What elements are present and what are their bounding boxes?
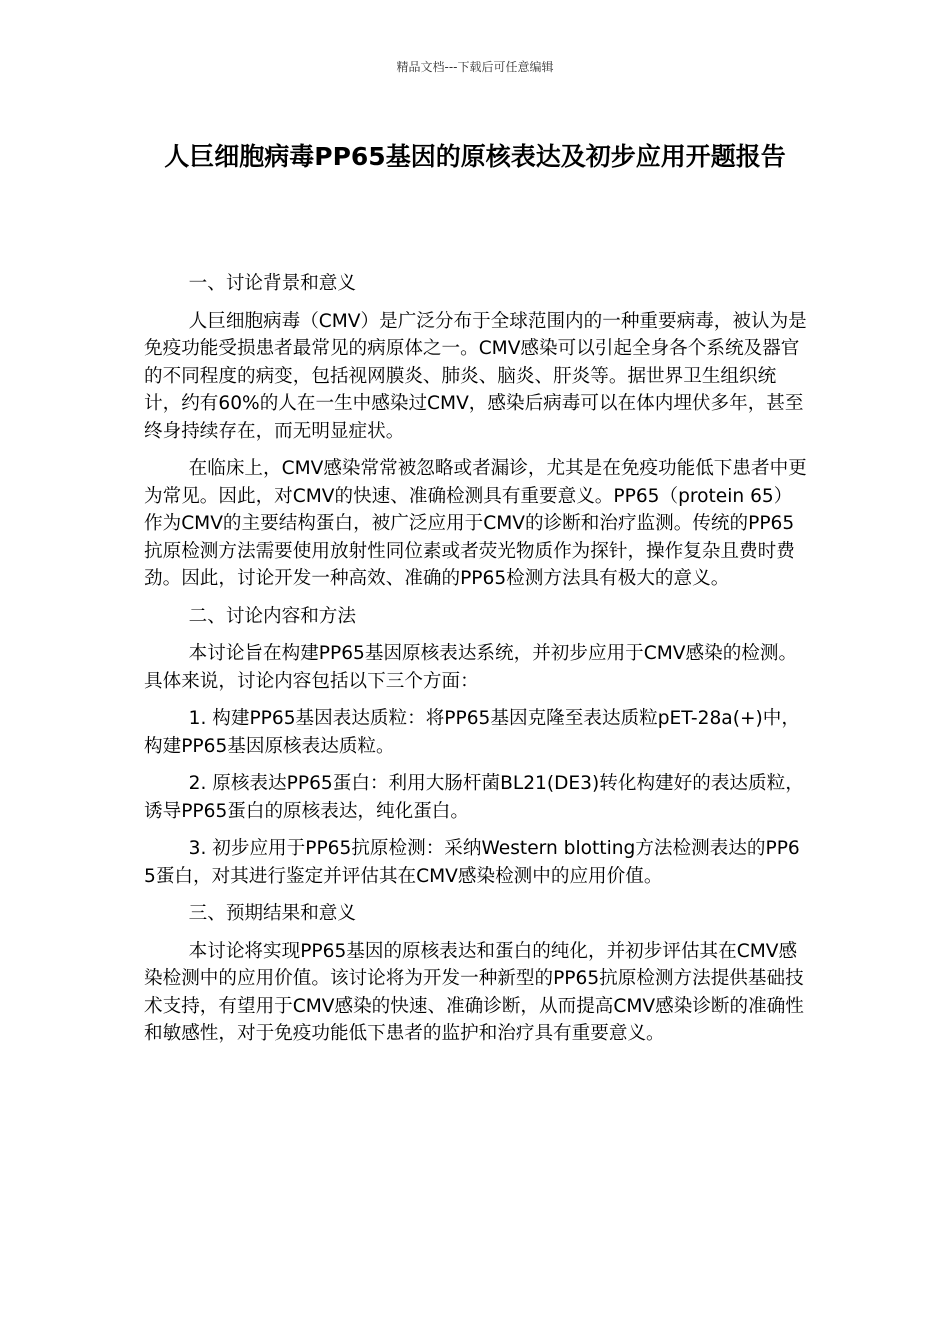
list-item-detection: 3. 初步应用于PP65抗原检测：采纳Western blotting方法检测表达的PP65蛋白，对其进行鉴定并评估其在CMV感染检测中的应用价值。 xyxy=(144,838,800,887)
paragraph-pp65-clinical: 在临床上，CMV感染常常被忽略或者漏诊，尤其是在免疫功能低下患者中更为常见。因此，对CMV的快速、准确检测具有重要意义。PP65（protein 65）作为CMV的主要结构蛋白，被广泛应用于CMV的诊断和治疗监测。传统的PP65抗原检测方法需要使用放射性同位素或者荧光物质作为探针，操作复杂且费时费劲。因此，讨论开发一种高效、准确的PP65检测方法具有极大的意义。 xyxy=(144,458,807,589)
list-item-plasmid: 1. 构建PP65基因表达质粒：将PP65基因克隆至表达质粒pET-28a(+)中，构建PP65基因原核表达质粒。 xyxy=(144,708,800,757)
section-heading-background: 一、讨论背景和意义 xyxy=(188,273,356,294)
document-title: 人巨细胞病毒PP65基因的原核表达及初步应用开题报告 xyxy=(164,142,786,171)
document-body xyxy=(144,270,808,1058)
section-heading-methods: 二、讨论内容和方法 xyxy=(188,605,356,627)
paragraph-methods-intro: 本讨论旨在构建PP65基因原核表达系统，并初步应用于CMV感染的检测。具体来说，讨论内容包括以下三个方面： xyxy=(144,643,798,692)
section-heading-results: 三、预期结果和意义 xyxy=(188,903,356,924)
paragraph-cmv-intro: 人巨细胞病毒（CMV）是广泛分布于全球范围内的一种重要病毒，被认为是免疫功能受损患者最常见的病原体之一。CMV感染可以引起全身各个系统及器官的不同程度的病变，包括视网膜炎、肺炎、脑炎、肝炎等。据世界卫生组织统计，约有60%的人在一生中感染过CMV，感染后病毒可以在体内埋伏多年，甚至终身持续存在，而无明显症状。 xyxy=(144,310,807,442)
header-note: 精品文档---下载后可任意编辑 xyxy=(396,60,554,74)
list-item-expression: 2. 原核表达PP65蛋白：利用大肠杆菌BL21(DE3)转化构建好的表达质粒，诱导PP65蛋白的原核表达，纯化蛋白。 xyxy=(144,773,804,822)
paragraph-expected-results: 本讨论将实现PP65基因的原核表达和蛋白的纯化，并初步评估其在CMV感染检测中的应用价值。该讨论将为开发一种新型的PP65抗原检测方法提供基础技术支持，有望用于CMV感染的快速、准确诊断，从而提高CMV感染诊断的准确性和敏感性，对于免疫功能低下患者的监护和治疗具有重要意义。 xyxy=(144,940,804,1044)
